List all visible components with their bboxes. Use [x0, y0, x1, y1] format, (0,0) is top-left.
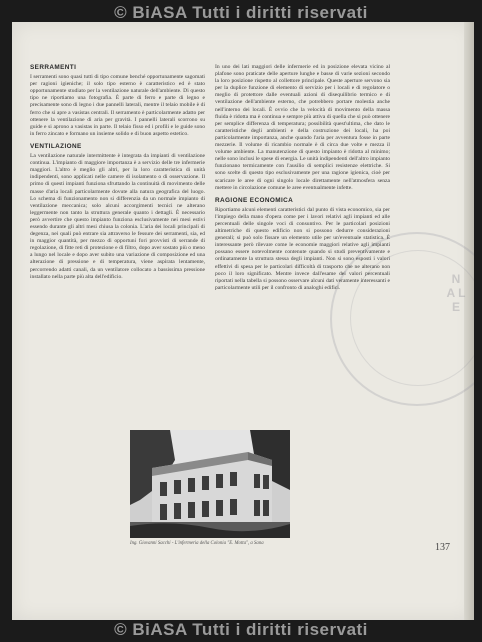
heading-ventilazione: VENTILAZIONE — [30, 142, 82, 150]
economica-text: Riportiamo alcuni elementi caratteristici dal punto di vista economico, sia per l'impiego della mano d'opera come per i lavori relativi agli impianti ed alle percentuali delle singole voci di consuntivo. Per le particolari posizioni altimetriche di questo edificio non si possono dedurre considerazioni generali; si può solo fissare un elemento utile per un'eventuale statistica. È interessante però rilevare come le economie maggiori relative agli impianti possano essere notevolmente contenute quando si studi preventivamente e ordinatamente la struttura stessa degli impianti. Non si sono esposti i valori effettivi di spesa per le particolari difficoltà di trasporto che ne alterano non poco il loro significato. Mentre invece dall'esame dei valori percentuali riportati nella tabella si possono osservare alcuni dati veramente interessanti e particolarmente utili per il confronto di analoghi edifici. — [215, 206, 390, 291]
watermark-bottom: © BiASA Tutti i diritti riservati — [114, 620, 368, 639]
building-photo — [130, 430, 290, 538]
continuation-text: In uno dei lati maggiori delle infermerie ed in posizione elevata vicino al plafone sono praticate delle aperture lunghe e basse di varie sezioni secondo la loro posizione rispetto al collettore principale. Queste aperture servono sia per la duplice funzione di elemento di servizio per i locali e di regolatore o meglio di protettore dalle eventuali azioni di disequilibrio termico e di ventilazione dell'ambiente esterno, che potrebbero portare molestia anche nell'interno dei locali. È ovvio che la velocità di movimento della massa fluida è ridotta ma è continua e sempre più attiva di quella che si può ottenere per semplice differenza di temperatura; possibilità quest'ultima, che dato le caratteristiche degli ambienti e della costruzione dei locali, ha poi particolarmente importanza, anche quando l'aria per avventura fosse in parte mezzerie. Il volume di ricambio normale è di circa due volte e mezza il volume ambiente. La manutenzione di questo impianto è ridotta al minimo; nelle sono inclusi le spese di energia. Le unità indipendenti dell'altro impianto funzionano termicamente con l'ausilio di semplici resistenze elettriche. Si sono scelte di questo tipo esclusivamente per una ragione igienica, cioè per scaricare le aree di ogni singolo locale direttamente nell'atmosfera senza mettere in circolazione comune le aree eventualmente infette. — [215, 64, 390, 191]
document-page — [12, 22, 474, 620]
right-column — [215, 64, 390, 426]
library-stamp-text: N A L E — [446, 272, 466, 314]
serramenti-text: I serramenti sono quasi tutti di tipo comune benché opportunamente sagomati per ragioni igieniche; il solo tipo esterno è caratteristico ed è stato opportunamente studiato per la ventilazione naturale dell'ambiente. Di questo tipo ne riportiamo una fotografia. È parte di ferro e parte di legno e precisamente sono di legno i due pannelli laterali, mentre il telaio mobile è di ferro che si apre a vasistas centrali. Il serramento è particolarmente adatto per ottenere la ventilazione di aria per gravità. I pannelli laterali scorrono su guide e si aprono a vasistas in parte. Il telaio fisso ed i profili e le guide sono in ferro zincato e formano un insieme solido e di buon aspetto estetico. — [30, 74, 205, 137]
page-number: 137 — [435, 542, 450, 553]
heading-ragione-economica: RAGIONE ECONOMICA — [215, 196, 294, 204]
heading-serramenti: SERRAMENTI — [30, 64, 77, 71]
watermark-top: © BiASA Tutti i diritti riservati — [114, 3, 368, 22]
photo-caption: Ing. Giovanni Sacchi - L'infermeria della Colonia "E. Motta", a Sana — [130, 541, 264, 546]
left-column — [30, 64, 205, 426]
ventilazione-text: La ventilazione naturale intermittente è integrata da impianti di ventilazione continua. L'impianto di maggiore importanza è a servizio delle tre infermerie maggiori. L'altro è meglio gli altri, per la loro caratteristica di unità indipendenti, sono applicati nelle camere di isolamento o di osservazione. Il primo di questi impianti funziona sfruttando la continuità di movimento delle masse d'aria locali particolarmente dovute alla natura geografica del luogo. Lo schema di funzionamento non si differenzia da un normale impianto di ventilazione meccanica; solo alcuni accorgimenti tecnici ne alterano leggermente non tanto la struttura generale quanto i dettagli. È necessario però avvertire che questo impianto funziona esclusivamente nei mesi estivi essendo durante gli altri mesi chiusa la colonia. L'aria dei locali principali di degenza, nei quali può entrare sia attraverso le fessure dei serramenti, sia, ed in maggior quantità, per mezzo di opportuni fori provvisti di serrande di regolazione, di fitte reti di protezione e di filtro, dopo aver sostato più o meno a lungo nel locale e dopo aver subito una variazione di composizione ed una alterazione di pressione e di temperatura, viene aspirata lentamente, percorrendo adatti canali, da un ventilatore collocato a bassissima pressione installato nella parte più alta dell'edificio. — [30, 153, 205, 280]
